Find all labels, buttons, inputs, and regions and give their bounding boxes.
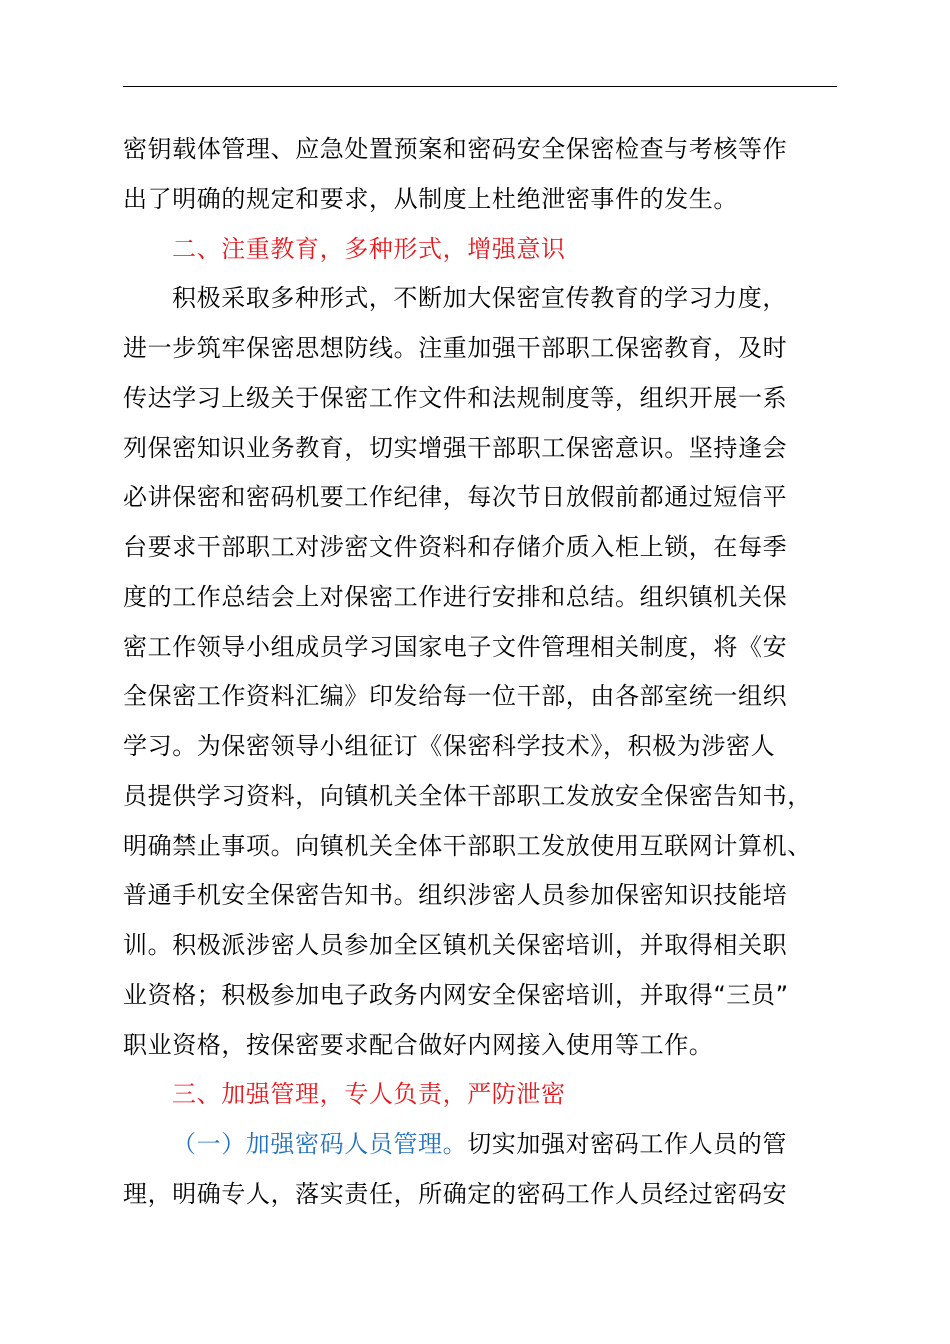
text-line: 学习。为保密领导小组征订《保密科学技术》，积极为涉密人 — [123, 732, 776, 760]
text-line: 全保密工作资料汇编》印发给每一位干部，由各部室统一组织 — [123, 682, 788, 711]
text-line: 理，明确专人，落实责任，所确定的密码工作人员经过密码安 — [123, 1179, 788, 1208]
section-2-heading: 二、注重教育，多种形式，增强意识 — [172, 234, 566, 263]
subsection-heading: （一）加强密码人员管理。 — [172, 1130, 468, 1158]
text-line: 密钥载体管理、应急处置预案和密码安全保密检查与考核等作 — [123, 135, 788, 163]
text-line: 台要求干部职工对涉密文件资料和存储介质入柜上锁，在每季 — [123, 533, 788, 561]
text-line: 度的工作总结会上对保密工作进行安排和总结。组织镇机关保 — [123, 582, 788, 611]
text-line: 普通手机安全保密告知书。组织涉密人员参加保密知识技能培 — [123, 881, 788, 910]
text-line: 积极采取多种形式，不断加大保密宣传教育的学习力度， — [172, 284, 787, 313]
text-line: 必讲保密和密码机要工作纪律，每次节日放假前都通过短信平 — [123, 483, 788, 512]
section-3-heading: 三、加强管理，专人负责，严防泄密 — [172, 1080, 566, 1109]
text-line: 业资格；积极参加电子政务内网安全保密培训，并取得“三员” — [123, 980, 789, 1009]
section-3-paragraph — [123, 1120, 843, 1220]
text-line: 传达学习上级关于保密工作文件和法规制度等，组织开展一系 — [123, 383, 788, 412]
text-line: 出了明确的规定和要求，从制度上杜绝泄密事件的发生。 — [123, 184, 738, 213]
text-line — [123, 1120, 843, 1170]
text-line: 进一步筑牢保密思想防线。注重加强干部职工保密教育，及时 — [123, 334, 788, 362]
document-body — [123, 125, 843, 1220]
text-line: 员提供学习资料，向镇机关全体干部职工发放安全保密告知书， — [123, 781, 812, 810]
text-line: 训。积极派涉密人员参加全区镇机关保密培训，并取得相关职 — [123, 931, 788, 959]
continuation-paragraph — [123, 125, 843, 225]
section-2-paragraph — [123, 274, 843, 1070]
header-rule — [123, 86, 837, 87]
text-line: 明确禁止事项。向镇机关全体干部职工发放使用互联网计算机、 — [123, 831, 812, 860]
text-line: 职业资格，按保密要求配合做好内网接入使用等工作。 — [123, 1030, 714, 1059]
text-line: 列保密知识业务教育，切实增强干部职工保密意识。坚持逢会 — [123, 433, 788, 462]
text-run: 切实加强对密码工作人员的管 — [467, 1130, 788, 1158]
text-line: 密工作领导小组成员学习国家电子文件管理相关制度，将《安 — [123, 632, 788, 661]
